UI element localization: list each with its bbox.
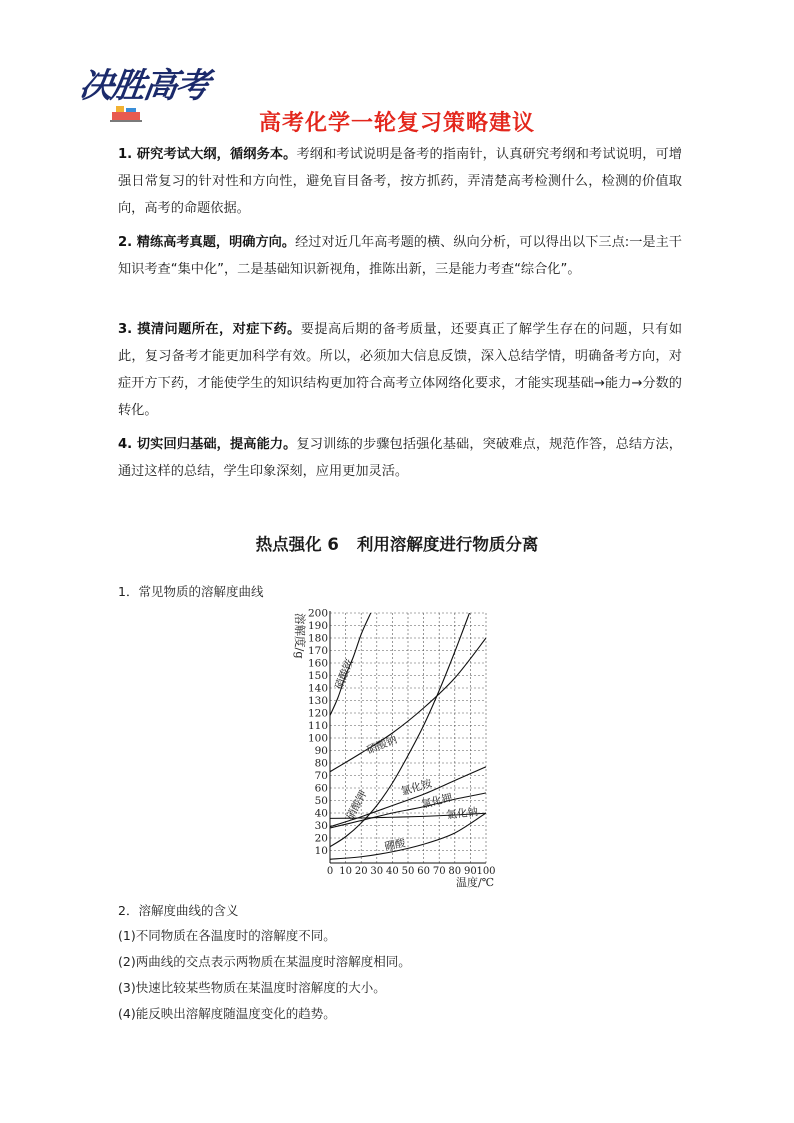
y-tick-label: 30 [314,820,328,832]
y-tick-label: 130 [307,695,328,707]
x-axis-label: 温度/℃ [455,876,494,889]
tip-3 [118,316,682,424]
y-tick-label: 110 [307,720,328,732]
y-tick-label: 190 [307,620,328,632]
x-tick-label: 90 [464,866,477,877]
tip-heading: 1. 研究考试大纲，循纲务本。 [118,147,297,162]
tip-heading: 3. 摸清问题所在，对症下药。 [118,322,301,337]
y-tick-label: 200 [307,607,328,620]
y-tick-label: 10 [314,845,328,857]
meaning-3: (3)快速比较某些物质在某温度时溶解度的大小。 [118,980,386,995]
section-title-text: 利用溶解度进行物质分离 [356,535,539,554]
tip-1 [118,141,682,222]
y-tick-label: 90 [314,745,328,757]
y-tick-label: 60 [314,782,328,795]
x-tick-label: 10 [339,866,352,877]
tip-2 [118,229,682,283]
series-label-6: 硼酸 [383,837,407,853]
series-line-0 [330,601,377,716]
series-label-1: 硝酸钠 [365,733,399,757]
tip-body: 考纲和考试说明是备考的指南针，认真研究考纲和考试说明，可增强日常复习的针对性和方向性，避免盲目备考，按方抓药，弄清楚高考检测什么，检测的价值取向，高考的命题依据。 [118,147,682,216]
x-tick-label: 100 [476,866,496,877]
section-title [0,531,794,555]
y-tick-label: 140 [307,682,328,695]
y-tick-label: 70 [314,770,328,782]
series-label-5: 氯化钠 [445,806,479,822]
item-2-heading: 2．溶解度曲线的含义 [118,903,239,918]
meaning-4: (4)能反映出溶解度随温度变化的趋势。 [118,1006,336,1021]
tip-body: 经过对近几年高考题的横、纵向分析，可以得出以下三点:一是主干知识考查“集中化”，二是基础知识新视角，推陈出新，三是能力考查“综合化”。 [118,235,682,277]
x-tick-label: 30 [370,866,384,877]
tip-4 [118,431,682,485]
y-tick-label: 160 [307,657,328,670]
x-tick-label: 40 [386,866,399,877]
page-title: 高考化学一轮复习策略建议 [258,111,535,136]
x-tick-label: 0 [326,866,334,877]
solubility-chart [290,605,500,890]
y-tick-label: 150 [307,670,328,682]
y-tick-label: 180 [307,632,328,645]
y-tick-label: 120 [307,707,328,720]
y-tick-label: 20 [314,832,328,845]
x-tick-label: 20 [354,866,368,877]
x-tick-label: 70 [432,866,446,877]
tip-body: 要提高后期的备考质量，还要真正了解学生存在的问题，只有如此，复习备考才能更加科学有效。所以，必须加大信息反馈，深入总结学情，明确备考方向，对症开方下药，才能使学生的知识结构更加符合高考立体网络化要求，才能实现基础→能力→分数的转化。 [118,322,683,418]
x-tick-label: 80 [448,866,462,877]
series-label-3: 氯化铵 [399,777,434,798]
series-label-0: 硝酸铵 [332,657,356,692]
meaning-2: (2)两曲线的交点表示两物质在某温度时溶解度相同。 [118,954,411,969]
logo-text: 决胜高考 [76,66,211,106]
y-axis-label: 溶解度/g [293,613,307,659]
y-tick-label: 170 [307,645,328,657]
y-tick-label: 40 [314,807,328,820]
item-1-heading: 1．常见物质的溶解度曲线 [118,584,264,599]
series-label-4: 氯化钾 [420,791,454,811]
y-tick-label: 80 [314,757,328,770]
x-tick-label: 50 [401,866,415,877]
solubility-chart-svg [290,605,500,890]
tip-heading: 2. 精练高考真题，明确方向。 [118,235,296,250]
section-title-number: 热点强化 6 [255,535,339,554]
meaning-1: (1)不同物质在各温度时的溶解度不同。 [118,928,336,943]
x-tick-label: 60 [417,866,430,877]
y-tick-label: 50 [314,795,328,807]
series-label-2: 硝酸钾 [344,788,370,823]
y-tick-label: 100 [307,732,328,745]
tip-body: 复习训练的步骤包括强化基础，突破难点，规范作答，总结方法，通过这样的总结，学生印象深刻，应用更加灵活。 [118,437,682,479]
tip-heading: 4. 切实回归基础，提高能力。 [118,437,297,452]
